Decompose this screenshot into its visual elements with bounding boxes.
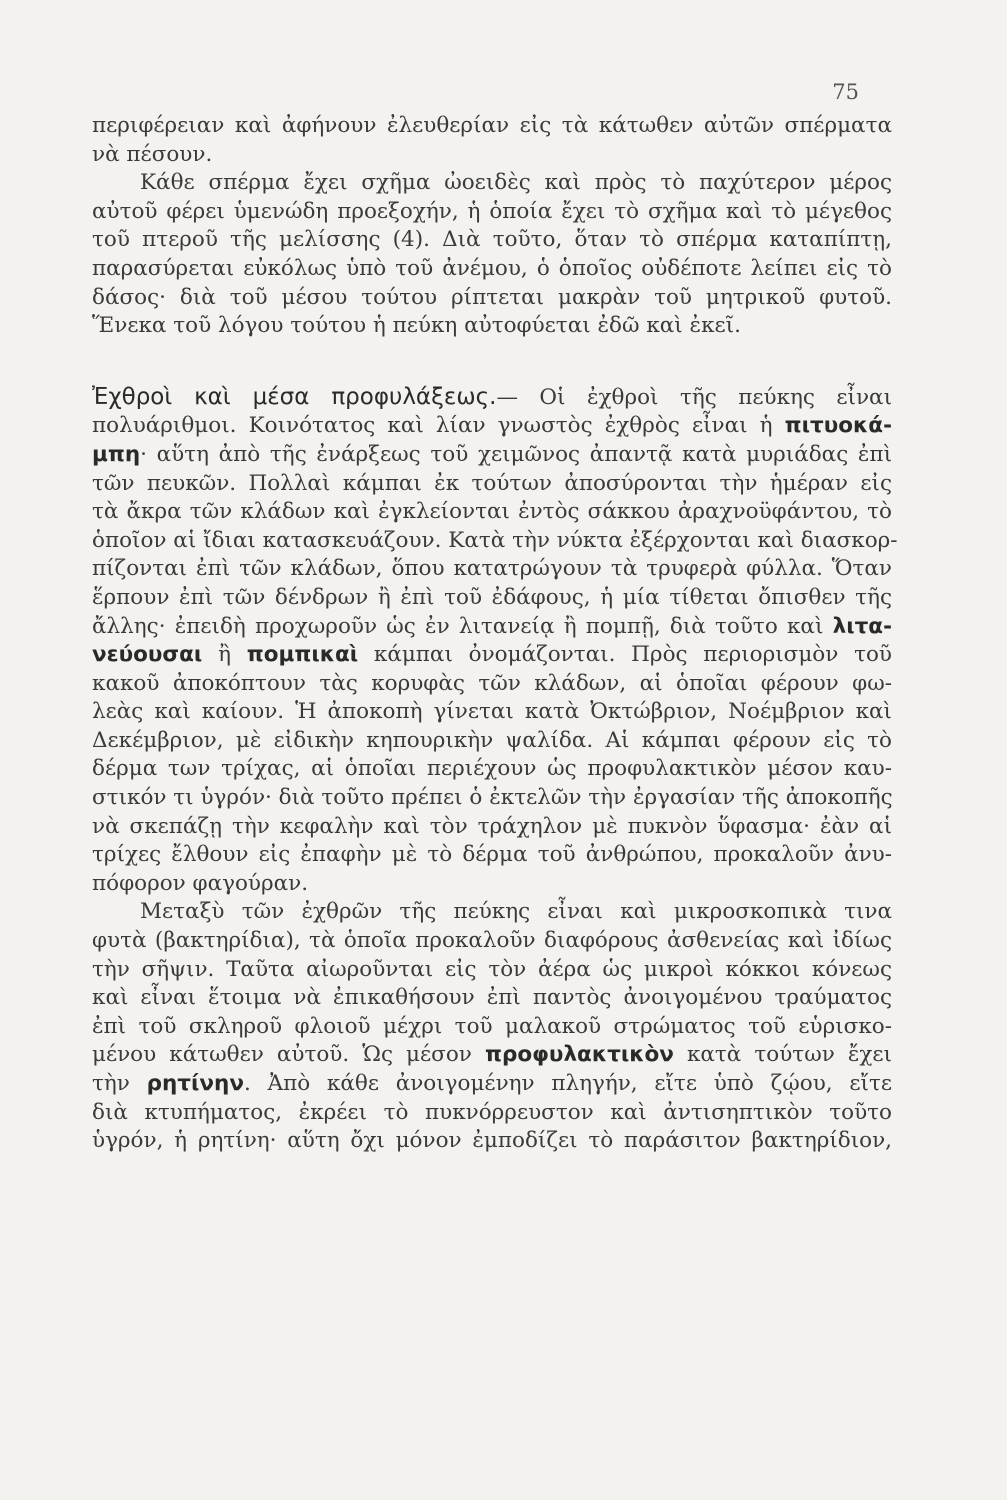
bold-term: μπη <box>92 441 141 467</box>
text-run: κατὰ τούτων ἔχει <box>673 1042 892 1068</box>
text-line: Δεκέμβριον, μὲ εἰδικὴν κηπουρικὴν ψαλίδα. Αἱ κάμπαι φέρουν εἰς τὸ <box>92 727 892 753</box>
text-line: ἐπὶ τοῦ σκληροῦ φλοιοῦ μέχρι τοῦ μαλακοῦ στρώματος τοῦ εὑρισκο- <box>92 1013 892 1039</box>
text-line: τὰ ἄκρα τῶν κλάδων καὶ ἐγκλείονται ἐντὸς σάκκου ἀραχνοϋφάντου, τὸ <box>92 499 892 525</box>
text-line: Κάθε σπέρμα ἔχει σχῆμα ὠοειδὲς καὶ πρὸς τὸ παχύτερον μέρος <box>140 170 892 196</box>
text-line <box>92 613 892 642</box>
text-run: πολυάριθμοι. Κοινότατος καὶ λίαν γνωστὸς ἐχθρὸς εἶναι ἡ <box>92 413 785 439</box>
section-heading: Ἐχθροὶ καὶ μέσα προφυλάξεως. <box>92 383 497 410</box>
text-line: ἕρπουν ἐπὶ τῶν δένδρων ἢ ἐπὶ τοῦ ἐδάφους, ἡ μία τίθεται ὄπισθεν τῆς <box>92 584 892 610</box>
bold-term: λιτα- <box>832 613 892 639</box>
text-line: Ἕνεκα τοῦ λόγου τούτου ἡ πεύκη αὐτοφύεται ἐδῶ καὶ ἐκεῖ. <box>92 313 741 339</box>
text-line: ὁποῖον αἱ ἴδιαι κατασκευάζουν. Κατὰ τὴν νύκτα ἐξέρχονται καὶ διασκορ- <box>92 527 898 553</box>
text-line: παρασύρεται εὐκόλως ὑπὸ τοῦ ἀνέμου, ὁ ὁποῖος οὐδέποτε λείπει εἰς τὸ <box>92 255 892 281</box>
text-line: φυτὰ (βακτηρίδια), τὰ ὁποῖα προκαλοῦν διαφόρους ἀσθενείας καὶ ἰδίως <box>92 928 892 954</box>
text-run: . Ἀπὸ κάθε ἀνοιγομένην πληγήν, εἴτε ὑπὸ ζῴου, εἴτε <box>243 1071 892 1096</box>
paragraph-continuation <box>92 112 892 169</box>
text-line: πίζονται ἐπὶ τῶν κλάδων, ὅπου κατατρώγουν τὰ τρυφερὰ φύλλα. Ὅταν <box>92 556 892 582</box>
bold-term: προφυλακτικὸν <box>484 1042 674 1068</box>
text-run: ἢ <box>202 642 247 668</box>
text-line <box>92 441 892 470</box>
text-line <box>92 1070 892 1099</box>
text-line: τρίχες ἔλθουν εἰς ἐπαφὴν μὲ τὸ δέρμα τοῦ ἀνθρώπου, προκαλοῦν ἀνυ- <box>92 842 892 868</box>
bold-term: πιτυοκά- <box>784 413 892 439</box>
text-run: τὴν <box>92 1071 147 1096</box>
text-line <box>92 412 892 441</box>
text-line: τὴν σῆψιν. Ταῦτα αἰωροῦνται εἰς τὸν ἀέρα ὡς μικροὶ κόκκοι κόνεως <box>92 956 892 982</box>
text-line <box>92 383 892 413</box>
text-run: ἄλλης· ἐπειδὴ προχωροῦν ὡς ἐν λιτανείᾳ ἢ πομπῇ, διὰ τοῦτο καὶ <box>92 613 833 639</box>
page-number: 75 <box>832 80 859 104</box>
text-line <box>92 641 892 670</box>
text-line: λεὰς καὶ καίουν. Ἡ ἀποκοπὴ γίνεται κατὰ Ὀκτώβριον, Νοέμβριον καὶ <box>92 699 892 725</box>
page-text <box>92 112 898 1156</box>
paragraph-seed-shape <box>92 169 892 341</box>
text-line: τοῦ πτεροῦ τῆς μελίσσης (4). Διὰ τοῦτο, ὅταν τὸ σπέρμα καταπίπτῃ, <box>92 227 892 253</box>
text-line: Μεταξὺ τῶν ἐχθρῶν τῆς πεύκης εἶναι καὶ μικροσκοπικὰ τινα <box>140 899 892 925</box>
text-run: κάμπαι ὀνομάζονται. Πρὸς περιορισμὸν τοῦ <box>358 642 892 668</box>
paragraph-enemies <box>92 383 898 899</box>
text-run: — Οἱ ἐχθροὶ τῆς πεύκης εἶναι <box>496 384 893 410</box>
text-run: μένου κάτωθεν αὐτοῦ. Ὡς μέσον <box>92 1042 485 1068</box>
text-line: δάσος· διὰ τοῦ μέσου τούτου ρίπτεται μακρὰν τοῦ μητρικοῦ φυτοῦ. <box>92 284 892 310</box>
text-line: στικόν τι ὑγρόν· διὰ τοῦτο πρέπει ὁ ἐκτελῶν τὴν ἐργασίαν τῆς ἀποκοπῆς <box>92 785 893 811</box>
text-line: κακοῦ ἀποκόπτουν τὰς κορυφὰς τῶν κλάδων, αἱ ὁποῖαι φέρουν φω- <box>92 670 892 696</box>
text-line: ὑγρόν, ἡ ρητίνη· αὕτη ὄχι μόνον ἐμποδίζει τὸ παράσιτον βακτηρίδιον, <box>92 1128 892 1154</box>
text-line <box>92 1041 892 1070</box>
text-line: δέρμα των τρίχας, αἱ ὁποῖαι περιέχουν ὡς προφυλακτικὸν μέσον καυ- <box>92 756 892 782</box>
text-line: νὰ πέσουν. <box>92 141 213 167</box>
text-line: πόφορον φαγούραν. <box>92 870 309 896</box>
text-run: · αὕτη ἀπὸ τῆς ἐνάρξεως τοῦ χειμῶνος ἀπαντᾷ κατὰ μυριάδας ἐπὶ <box>140 441 892 467</box>
text-line: αὐτοῦ φέρει ὑμενώδη προεξοχήν, ἡ ὁποία ἔχει τὸ σχῆμα καὶ τὸ μέγεθος <box>92 198 892 224</box>
bold-term: πομπικαὶ <box>246 642 359 668</box>
bold-term: νεύουσαι <box>92 642 203 668</box>
text-line: περιφέρειαν καὶ ἀφήνουν ἐλευθερίαν εἰς τὰ κάτωθεν αὐτῶν σπέρματα <box>92 113 892 138</box>
text-line: διὰ κτυπήματος, ἐκρέει τὸ πυκνόρρευστον καὶ ἀντισηπτικὸν τοῦτο <box>92 1099 892 1125</box>
paragraph-bacteria <box>92 898 892 1155</box>
text-line: νὰ σκεπάζῃ τὴν κεφαλὴν καὶ τὸν τράχηλον μὲ πυκνὸν ὕφασμα· ἐὰν αἱ <box>92 813 892 839</box>
text-line: καὶ εἶναι ἕτοιμα νὰ ἐπικαθήσουν ἐπὶ παντὸς ἀνοιγομένου τραύματος <box>92 985 892 1011</box>
bold-term: ρητίνην <box>146 1071 244 1096</box>
text-line: τῶν πευκῶν. Πολλαὶ κάμπαι ἐκ τούτων ἀποσύρονται τὴν ἡμέραν εἰς <box>92 470 892 496</box>
